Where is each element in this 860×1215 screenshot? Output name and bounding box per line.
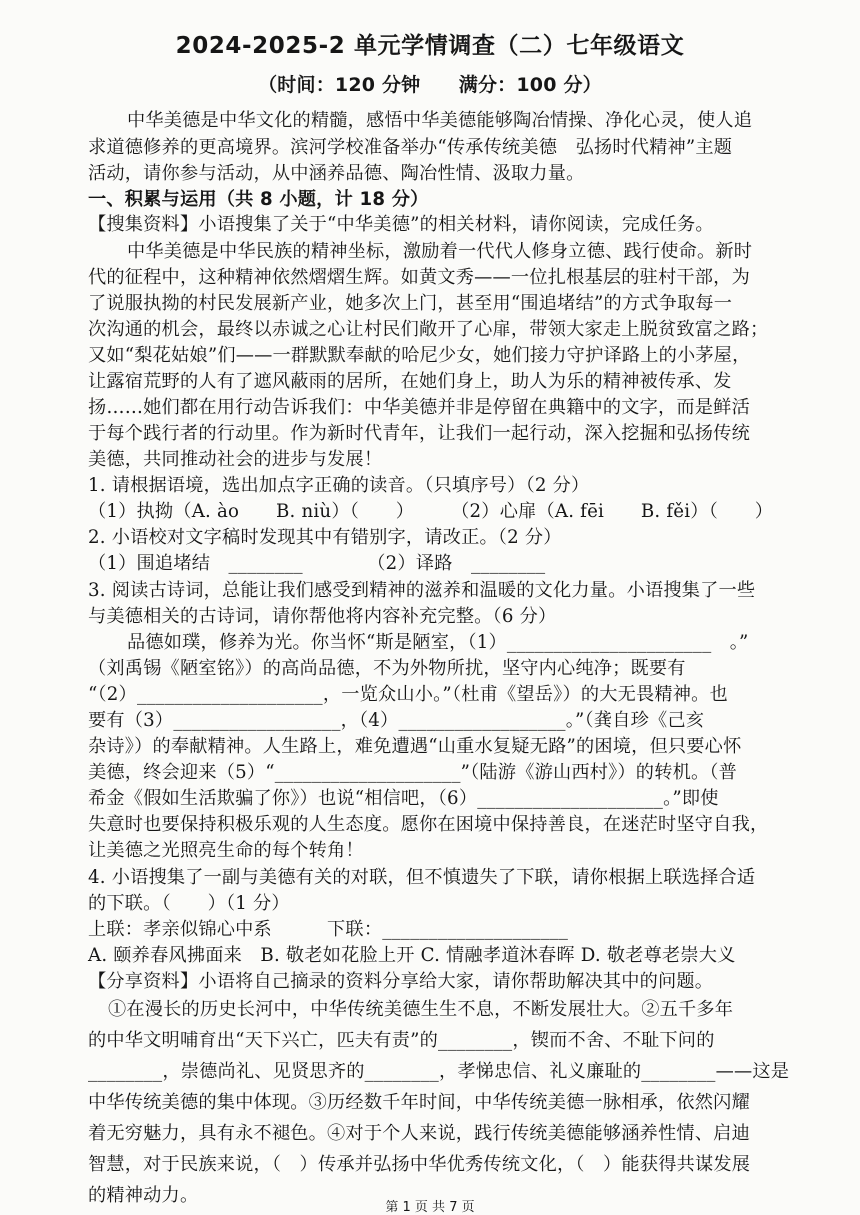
text-line: 求道德修养的更高境界。滨河学校准备举办“传承传统美德 弘扬时代精神”主题	[88, 137, 733, 158]
text-line: 4. 小语搜集了一副与美德有关的对联，但不慎遗失了下联，请你根据上联选择合适	[88, 867, 756, 888]
text-line: 【分享资料】小语将自己摘录的资料分享给大家，请你帮助解决其中的问题。	[88, 971, 714, 992]
text-line: 希金《假如生活欺骗了你》）也说“相信吧，（6）____________________。”即使	[88, 788, 719, 809]
text-line: （1）执拗（A. ào B. niù）（ ） （2）心扉（A. fēi B. fěi）（ ）	[88, 501, 774, 522]
text-line: 品德如璞，修养为光。你当怀“斯是陋室，（1）______________________ 。”	[127, 632, 749, 653]
text-line: 2. 小语校对文字稿时发现其中有错别字，请改正。（2 分）	[88, 527, 562, 548]
text-line: （1）围追堵结 ________ （2）译路 ________	[88, 553, 546, 574]
text-line: 失意时也要保持积极乐观的人生态度。愿你在困境中保持善良，在迷茫时坚守自我，	[88, 814, 769, 835]
text-line: “（2）____________________，一览众山小。”（杜甫《望岳》）的大无畏精神。也	[88, 684, 728, 705]
text-line: 上联：孝亲似锦心中系 下联：____________________	[88, 919, 569, 940]
text-line: 着无穷魅力，具有永不褪色。④对于个人来说，践行传统美德能够涵养性情、启迪	[88, 1123, 750, 1144]
text-line: 美德，终会迎来（5）“____________________”（陆游《游山西村》）的转机。（普	[88, 762, 738, 783]
text-line: 3. 阅读古诗词，总能让我们感受到精神的滋养和温暖的文化力量。小语搜集了一些	[88, 580, 756, 601]
text-line: 让美德之光照亮生命的每个转角！	[88, 840, 364, 861]
text-line: 的中华文明哺育出“天下兴亡，匹夫有责”的________，锲而不舍、不耻下问的	[88, 1030, 715, 1051]
text-line: 了说服执拗的村民发展新产业，她多次上门，甚至用“围追堵结”的方式争取每一	[88, 293, 733, 314]
page-footer: 第 1 页 共 7 页	[385, 1200, 475, 1215]
text-line: （刘禹锡《陋室铭》）的高尚品德，不为外物所扰，坚守内心纯净；既要有	[88, 658, 686, 679]
text-line: ①在漫长的历史长河中，中华传统美德生生不息，不断发展壮大。②五千多年	[108, 999, 734, 1020]
text-line: 美德，共同推动社会的进步与发展！	[88, 449, 383, 470]
text-line: 的下联。（ ）（1 分）	[88, 893, 290, 914]
text-line: 代的征程中，这种精神依然熠熠生辉。如黄文秀——一位扎根基层的驻村干部，为	[88, 267, 750, 288]
text-line: 1. 请根据语境，选出加点字正确的读音。（只填序号）（2 分）	[88, 475, 590, 496]
text-line: 杂诗》）的奉献精神。人生路上，难免遭遇“山重水复疑无路”的困境，但只要心怀	[88, 736, 742, 757]
text-line: 扬……她们都在用行动告诉我们：中华美德并非是停留在典籍中的文字，而是鲜活	[88, 397, 750, 418]
text-line: 又如“梨花姑娘”们——一群默默奉献的哈尼少女，她们接力守护译路上的小茅屋，	[88, 345, 751, 366]
text-line: 智慧，对于民族来说，（ ）传承并弘扬中华优秀传统文化，（ ）能获得共谋发展	[88, 1154, 751, 1175]
text-line: 的精神动力。	[88, 1185, 199, 1206]
exam-info: （时间：120 分钟 满分：100 分）	[258, 74, 602, 96]
text-line: 与美德相关的古诗词，请你帮他将内容补充完整。（6 分）	[88, 606, 557, 627]
text-line: 中华美德是中华民族的精神坐标，激励着一代代人修身立德、践行使命。新时	[127, 241, 753, 262]
text-line: 于每个践行者的行动里。作为新时代青年，让我们一起行动，深入挖掘和弘扬传统	[88, 423, 750, 444]
text-line: 要有（3）__________________，（4）__________________。”（龚自珍《己亥	[88, 710, 705, 731]
text-line: ________，崇德尚礼、见贤思齐的________，孝悌忠信、礼义廉耻的________——这是	[88, 1061, 790, 1082]
text-line: 活动，请你参与活动，从中涵养品德、陶冶性情、汲取力量。	[88, 163, 585, 184]
text-line: 中华美德是中华文化的精髓，感悟中华美德能够陶冶情操、净化心灵，使人追	[127, 110, 753, 131]
text-line: 让露宿荒野的人有了遮风蔽雨的居所，在她们身上，助人为乐的精神被传承、发	[88, 371, 732, 392]
text-line: 【搜集资料】小语搜集了关于“中华美德”的相关材料，请你阅读，完成任务。	[88, 214, 714, 235]
page-title: 2024-2025-2 单元学情调查（二）七年级语文	[175, 33, 685, 59]
text-line: 一、积累与运用（共 8 小题，计 18 分）	[88, 189, 429, 210]
text-line: A. 颐养春风拂面来 B. 敬老如花脸上开 C. 情融孝道沐春晖 D. 敬老尊老崇大义	[88, 945, 736, 966]
text-line: 中华传统美德的集中体现。③历经数千年时间，中华传统美德一脉相承，依然闪耀	[88, 1092, 750, 1113]
text-line: 次沟通的机会，最终以赤诚之心让村民们敞开了心扉，带领大家走上脱贫致富之路；	[88, 319, 769, 340]
